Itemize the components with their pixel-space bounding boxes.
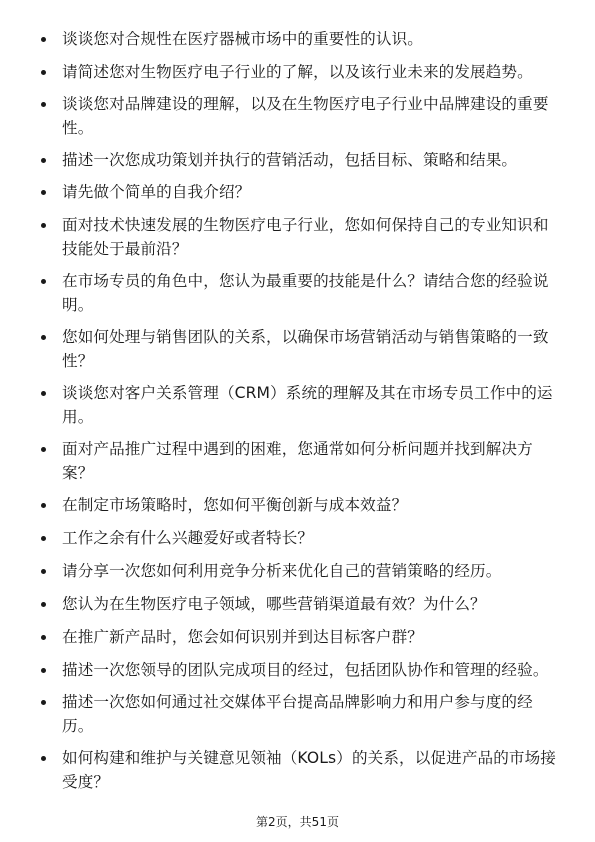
question-text: 谈谈您对合规性在医疗器械市场中的重要性的认识。 [62, 30, 423, 48]
list-item [40, 690, 560, 738]
question-text: 面对技术快速发展的生物医疗电子行业，您如何保持自己的专业知识和技能处于最前沿？ [62, 216, 549, 258]
question-text: 在市场专员的角色中，您认为最重要的技能是什么？请结合您的经验说明。 [62, 272, 549, 314]
question-list [40, 27, 560, 802]
page-number: 第2页，共51页 [256, 815, 339, 829]
list-item [40, 658, 560, 682]
bullet-icon [41, 635, 46, 640]
list-item [40, 213, 560, 261]
bullet-icon [41, 223, 46, 228]
bullet-icon [41, 668, 46, 673]
question-text: 您认为在生物医疗电子领域，哪些营销渠道最有效？为什么？ [62, 595, 486, 613]
question-text: 描述一次您成功策划并执行的营销活动，包括目标、策略和结果。 [62, 151, 518, 169]
list-item [40, 325, 560, 373]
question-text: 面对产品推广过程中遇到的困难，您通常如何分析问题并找到解决方案？ [62, 440, 533, 482]
question-text: 描述一次您如何通过社交媒体平台提高品牌影响力和用户参与度的经历。 [62, 693, 533, 735]
list-item [40, 625, 560, 649]
question-text: 谈谈您对客户关系管理（CRM）系统的理解及其在市场专员工作中的运用。 [62, 384, 553, 426]
list-item [40, 180, 560, 204]
bullet-icon [41, 447, 46, 452]
list-item [40, 60, 560, 84]
question-text: 工作之余有什么兴趣爱好或者特长？ [62, 529, 314, 547]
question-text: 如何构建和维护与关键意见领袖（KOLs）的关系，以促进产品的市场接受度？ [62, 749, 556, 791]
bullet-icon [41, 503, 46, 508]
bullet-icon [41, 190, 46, 195]
list-item [40, 592, 560, 616]
bullet-icon [41, 569, 46, 574]
list-item [40, 559, 560, 583]
bullet-icon [41, 37, 46, 42]
question-text: 请分享一次您如何利用竞争分析来优化自己的营销策略的经历。 [62, 562, 502, 580]
bullet-icon [41, 536, 46, 541]
question-text: 请先做个简单的自我介绍？ [62, 183, 251, 201]
list-item [40, 92, 560, 140]
question-text: 在推广新产品时，您会如何识别并到达目标客户群？ [62, 628, 423, 646]
list-item [40, 437, 560, 485]
list-item [40, 526, 560, 550]
list-item [40, 493, 560, 517]
bullet-icon [41, 756, 46, 761]
bullet-icon [41, 700, 46, 705]
question-text: 谈谈您对品牌建设的理解，以及在生物医疗电子行业中品牌建设的重要性。 [62, 95, 549, 137]
list-item [40, 746, 560, 794]
list-item [40, 148, 560, 172]
list-item [40, 269, 560, 317]
bullet-icon [41, 158, 46, 163]
question-text: 您如何处理与销售团队的关系，以确保市场营销活动与销售策略的一致性？ [62, 328, 549, 370]
list-item [40, 381, 560, 429]
bullet-icon [41, 279, 46, 284]
bullet-icon [41, 391, 46, 396]
bullet-icon [41, 335, 46, 340]
question-text: 描述一次您领导的团队完成项目的经过，包括团队协作和管理的经验。 [62, 661, 549, 679]
bullet-icon [41, 70, 46, 75]
bullet-icon [41, 102, 46, 107]
bullet-icon [41, 602, 46, 607]
question-text: 在制定市场策略时，您如何平衡创新与成本效益？ [62, 496, 408, 514]
list-item [40, 27, 560, 51]
question-text: 请简述您对生物医疗电子行业的了解，以及该行业未来的发展趋势。 [62, 63, 533, 81]
